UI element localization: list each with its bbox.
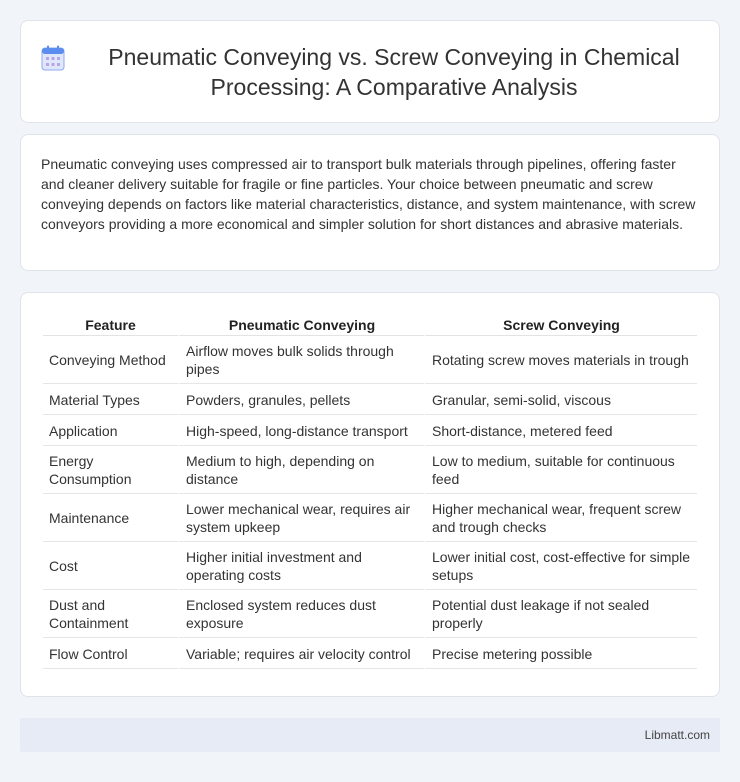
cell-feature: Conveying Method [43,336,178,384]
header-feature: Feature [43,313,178,336]
cell-pneumatic: Powders, granules, pellets [178,384,424,415]
calendar-icon [41,45,65,71]
header-pneumatic: Pneumatic Conveying [178,313,424,336]
table-row [43,415,697,446]
cell-screw: Short-distance, metered feed [424,415,697,446]
page-title: Pneumatic Conveying vs. Screw Conveying in Chemical Processing: A Comparative Analysis [108,43,680,100]
cell-screw: Rotating screw moves materials in trough [424,336,697,384]
comparison-table [43,313,697,669]
cell-feature: Cost [43,542,178,590]
cell-feature: Application [43,415,178,446]
header-screw: Screw Conveying [424,313,697,336]
footer-site-link[interactable]: Libmatt.com [644,728,710,742]
cell-screw: Lower initial cost, cost-effective for simple setups [424,542,697,590]
cell-feature: Flow Control [43,638,178,669]
table-row [43,638,697,669]
cell-feature: Maintenance [43,494,178,542]
cell-pneumatic: Medium to high, depending on distance [178,446,424,494]
cell-screw: Precise metering possible [424,638,697,669]
title-card [20,20,720,123]
footer [20,718,720,752]
cell-feature: Dust and Containment [43,590,178,638]
cell-screw: Granular, semi-solid, viscous [424,384,697,415]
title-row [21,21,719,122]
cell-screw: Low to medium, suitable for continuous feed [424,446,697,494]
table-row [43,384,697,415]
table-row [43,494,697,542]
cell-pneumatic: Variable; requires air velocity control [178,638,424,669]
cell-pneumatic: Lower mechanical wear, requires air system upkeep [178,494,424,542]
cell-pneumatic: High-speed, long-distance transport [178,415,424,446]
table-header-row [43,313,697,336]
cell-pneumatic: Airflow moves bulk solids through pipes [178,336,424,384]
intro-card [20,134,720,271]
table-row [43,590,697,638]
cell-feature: Energy Consumption [43,446,178,494]
table-row [43,446,697,494]
cell-pneumatic: Enclosed system reduces dust exposure [178,590,424,638]
table-card [20,292,720,697]
table-row [43,336,697,384]
cell-feature: Material Types [43,384,178,415]
table-row [43,542,697,590]
intro-paragraph: Pneumatic conveying uses compressed air to transport bulk materials through pipelines, offering faster and cleaner delivery suitable for fragile or fine particles. Your choice between pneumatic and screw conveying depends on factors like material characteristics, distance, and system maintenance, with screw conveyors providing a more economical and simpler solution for short distances and abrasive materials. [41,156,696,232]
cell-pneumatic: Higher initial investment and operating costs [178,542,424,590]
cell-screw: Higher mechanical wear, frequent screw and trough checks [424,494,697,542]
cell-screw: Potential dust leakage if not sealed properly [424,590,697,638]
